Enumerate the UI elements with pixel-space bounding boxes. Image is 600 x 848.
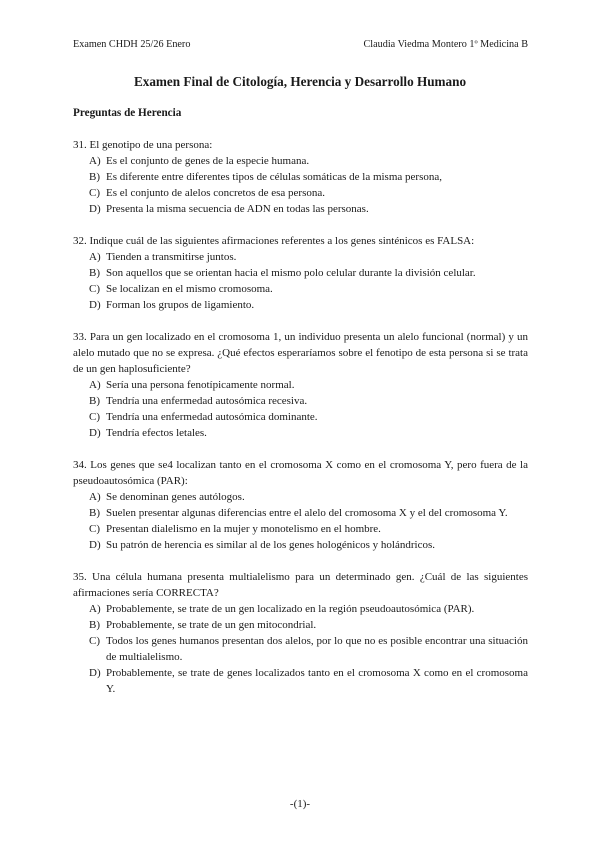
- option-text: Presenta la misma secuencia de ADN en todas las personas.: [106, 203, 369, 215]
- option-text: Tendría una enfermedad autosómica recesiva.: [106, 395, 308, 407]
- option-text: Suelen presentar algunas diferencias entre el alelo del cromosoma X y el del cromosoma Y.: [106, 507, 508, 519]
- option-list: [73, 153, 528, 217]
- question-34: [73, 457, 528, 553]
- option-text: Se denominan genes autólogos.: [106, 491, 245, 503]
- question-35: [73, 569, 528, 697]
- header-right: Claudia Viedma Montero 1º Medicina B: [363, 39, 528, 50]
- option-letter: C): [89, 635, 100, 647]
- option-b: [73, 169, 528, 185]
- option-text: Tendría efectos letales.: [106, 427, 207, 439]
- option-text: Es el conjunto de genes de la especie humana.: [106, 155, 310, 167]
- option-letter: D): [89, 299, 101, 311]
- option-c: [73, 633, 528, 665]
- option-letter: A): [89, 491, 101, 503]
- option-c: [73, 185, 528, 201]
- option-text: Forman los grupos de ligamiento.: [106, 299, 255, 311]
- option-text: Es el conjunto de alelos concretos de esa persona.: [106, 187, 326, 199]
- option-list: [73, 377, 528, 441]
- option-letter: A): [89, 155, 101, 167]
- option-letter: B): [89, 395, 100, 407]
- option-c: [73, 521, 528, 537]
- option-a: [73, 377, 528, 393]
- option-list: [73, 489, 528, 553]
- option-letter: A): [89, 379, 101, 391]
- option-letter: D): [89, 667, 101, 679]
- option-list: [73, 249, 528, 313]
- option-letter: C): [89, 283, 100, 295]
- option-text: Es diferente entre diferentes tipos de células somáticas de la misma persona,: [106, 171, 442, 183]
- option-d: [73, 201, 528, 217]
- option-text: Probablemente, se trate de un gen mitocondrial.: [106, 619, 317, 631]
- option-letter: B): [89, 507, 100, 519]
- page-header: [73, 39, 528, 50]
- option-letter: D): [89, 427, 101, 439]
- option-text: Todos los genes humanos presentan dos alelos, por lo que no es posible encontrar una situación de multialelismo.: [106, 635, 528, 663]
- option-letter: A): [89, 603, 101, 615]
- question-stem: 34. Los genes que se4 localizan tanto en el cromosoma X como en el cromosoma Y, pero fuera de la pseudoautosómica (PAR):: [73, 459, 528, 487]
- option-b: [73, 265, 528, 281]
- question-stem: 31. El genotipo de una persona:: [73, 139, 213, 151]
- option-c: [73, 281, 528, 297]
- option-list: [73, 601, 528, 697]
- option-letter: D): [89, 203, 101, 215]
- section-title: Preguntas de Herencia: [73, 107, 182, 119]
- option-a: [73, 249, 528, 265]
- option-letter: C): [89, 523, 100, 535]
- option-letter: A): [89, 251, 101, 263]
- option-text: Presentan dialelismo en la mujer y monotelismo en el hombre.: [106, 523, 381, 535]
- question-31: [73, 137, 528, 217]
- option-letter: C): [89, 411, 100, 423]
- option-text: Se localizan en el mismo cromosoma.: [106, 283, 273, 295]
- question-stem: 33. Para un gen localizado en el cromosoma 1, un individuo presenta un alelo funcional (normal) y un alelo mutado que no se expresa. ¿Qué efectos esperaríamos sobre el fenotipo de esta persona si se trata de un gen haplosuficiente?: [73, 331, 528, 375]
- page-number: -(1)-: [289, 798, 311, 810]
- question-stem: 35. Una célula humana presenta multialelismo para un determinado gen. ¿Cuál de las siguientes afirmaciones sería CORRECTA?: [73, 571, 528, 599]
- option-letter: C): [89, 187, 100, 199]
- option-letter: D): [89, 539, 101, 551]
- option-d: [73, 537, 528, 553]
- option-a: [73, 601, 528, 617]
- option-c: [73, 409, 528, 425]
- question-stem: 32. Indique cuál de las siguientes afirmaciones referentes a los genes sinténicos es FALSA:: [73, 235, 475, 247]
- question-list: [73, 137, 528, 713]
- option-text: Sería una persona fenotípicamente normal.: [106, 379, 295, 391]
- question-33: [73, 329, 528, 441]
- option-text: Tendría una enfermedad autosómica dominante.: [106, 411, 318, 423]
- option-a: [73, 489, 528, 505]
- option-b: [73, 393, 528, 409]
- option-b: [73, 617, 528, 633]
- option-d: [73, 665, 528, 697]
- question-32: [73, 233, 528, 313]
- option-text: Tienden a transmitirse juntos.: [106, 251, 237, 263]
- option-text: Probablemente, se trate de un gen localizado en la región pseudoautosómica (PAR).: [106, 603, 475, 615]
- header-left: Examen CHDH 25/26 Enero: [73, 39, 191, 50]
- option-d: [73, 297, 528, 313]
- option-letter: B): [89, 171, 100, 183]
- option-a: [73, 153, 528, 169]
- option-letter: B): [89, 619, 100, 631]
- option-text: Son aquellos que se orientan hacia el mismo polo celular durante la división celular.: [106, 267, 476, 279]
- option-text: Probablemente, se trate de genes localizados tanto en el cromosoma X como en el cromosoma Y.: [106, 667, 528, 695]
- option-text: Su patrón de herencia es similar al de los genes hologénicos y holándricos.: [106, 539, 435, 551]
- exam-title: Examen Final de Citología, Herencia y Desarrollo Humano: [133, 74, 467, 89]
- option-letter: B): [89, 267, 100, 279]
- option-d: [73, 425, 528, 441]
- option-b: [73, 505, 528, 521]
